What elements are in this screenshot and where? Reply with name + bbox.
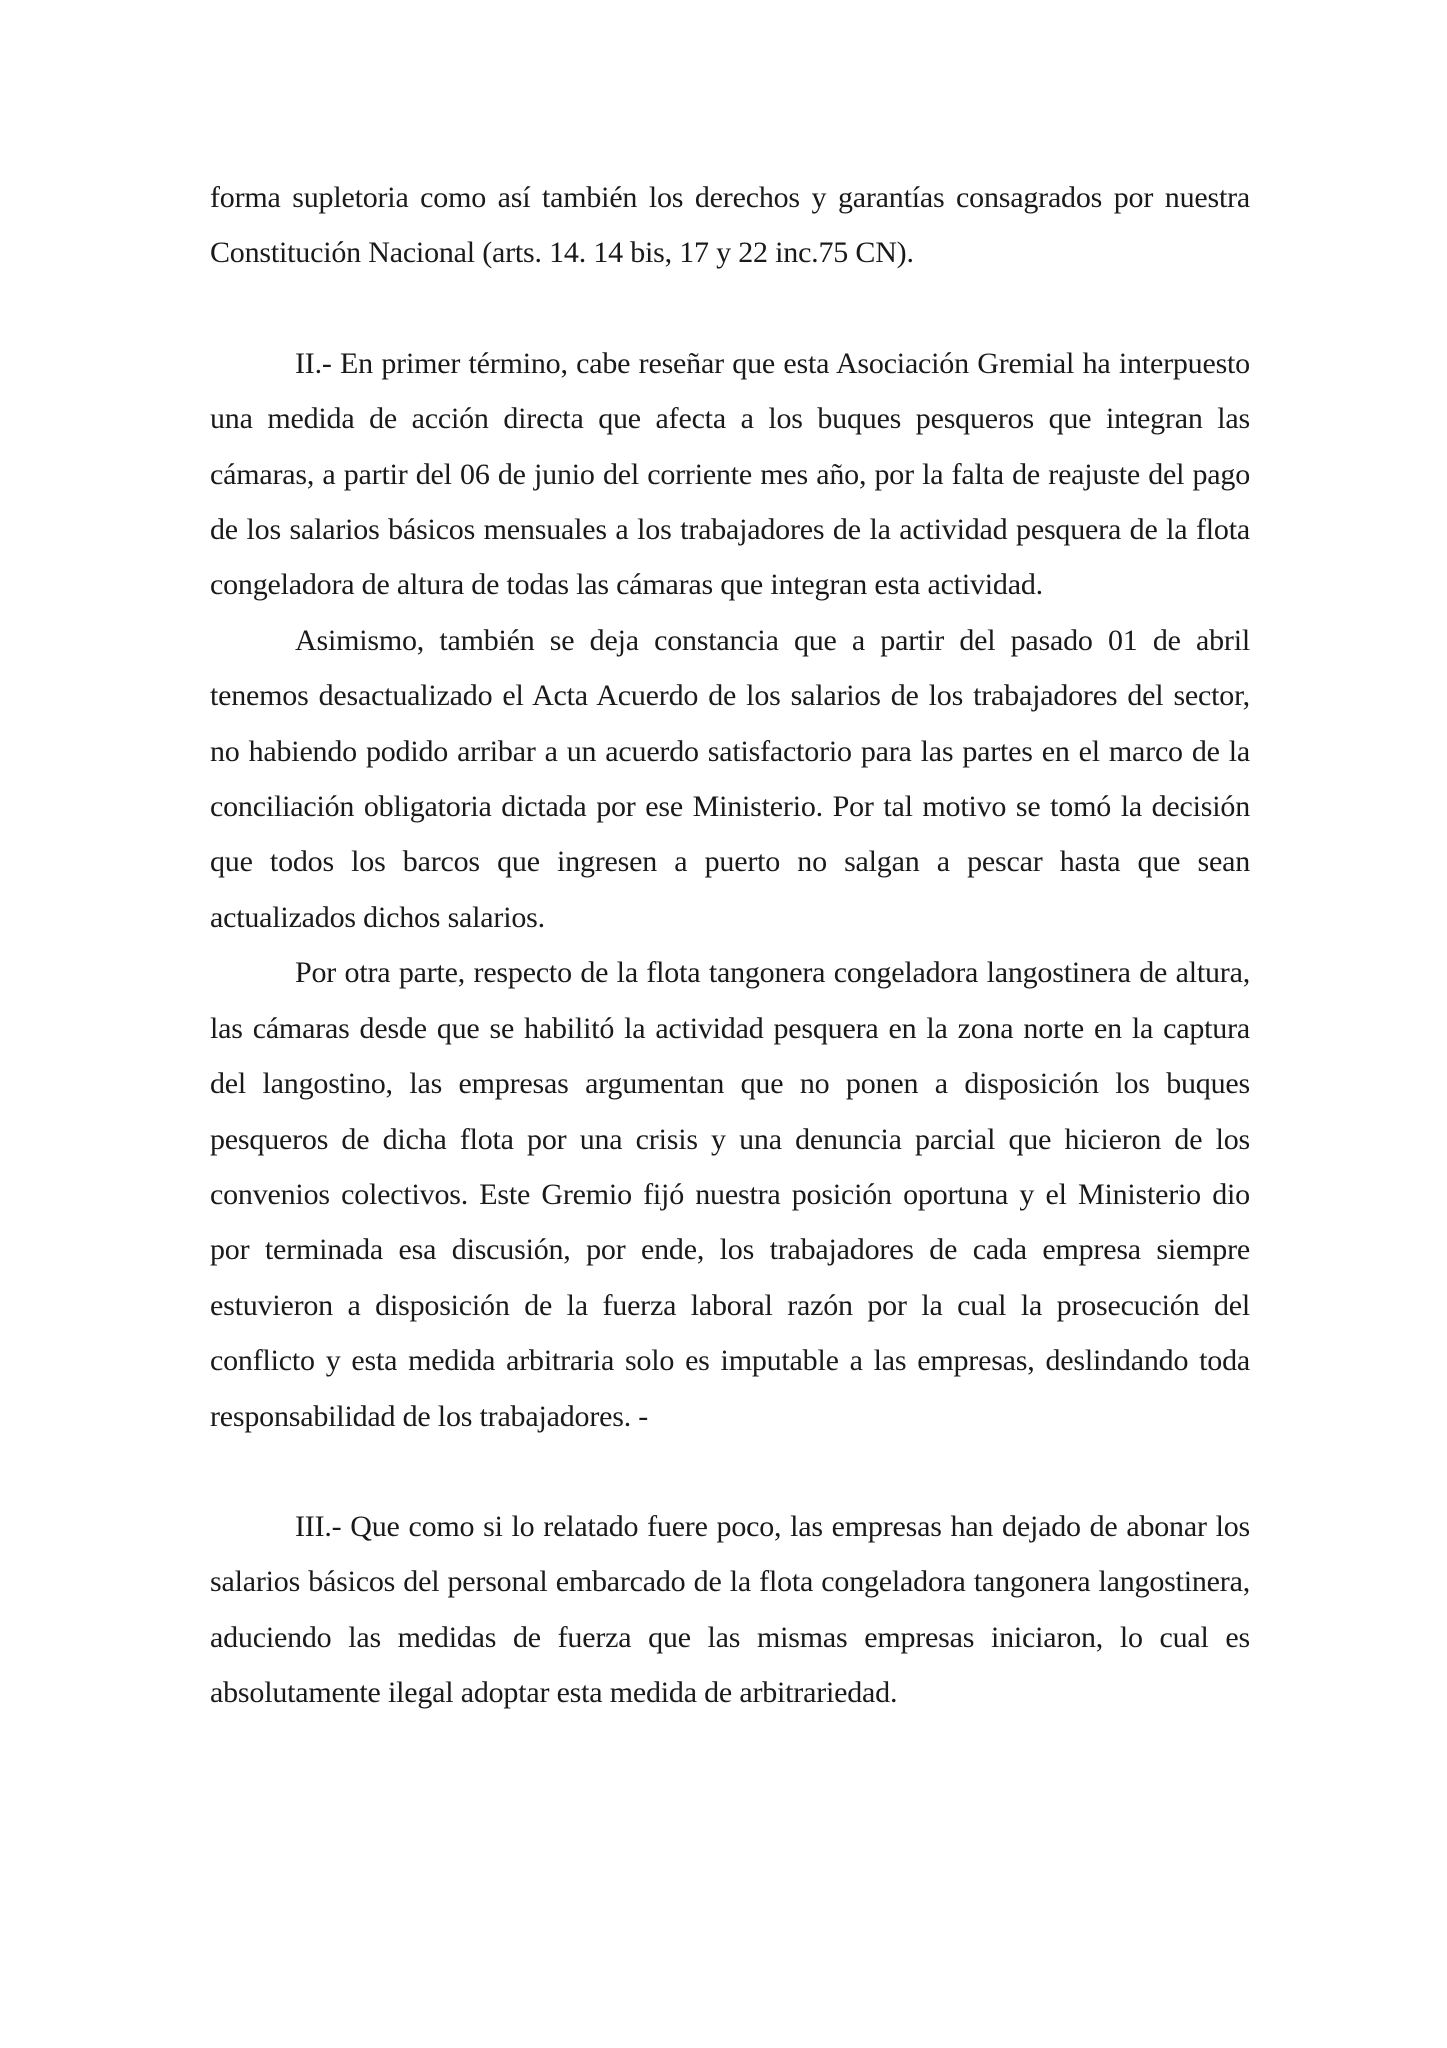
paragraph-continuation: forma supletoria como así también los derechos y garantías consagrados por nuestra Constitución Nacional (arts. 14. 14 bis, 17 y 22 inc.75 CN). <box>210 181 1250 270</box>
paragraph-section-ii-asimismo: Asimismo, también se deja constancia que a partir del pasado 01 de abril tenemos desactualizado el Acta Acuerdo de los salarios de los trabajadores del sector, no habiendo podido arribar a un acuerdo satisfactorio para las partes en el marco de la conciliación obligatoria dictada por ese Ministerio. Por tal motivo se tomó la decisión que todos los barcos que ingresen a puerto no salgan a pescar hasta que sean actualizados dichos salarios. <box>210 623 1250 934</box>
document-page <box>210 170 1250 1721</box>
paragraph-section-ii-otra-parte: Por otra parte, respecto de la flota tangonera congeladora langostinera de altura, las cámaras desde que se habilitó la actividad pesquera en la zona norte en la captura del langostino, las empresas argumentan que no ponen a disposición los buques pesqueros de dicha flota por una crisis y una denuncia parcial que hicieron de los convenios colectivos. Este Gremio fijó nuestra posición oportuna y el Ministerio dio por terminada esa discusión, por ende, los trabajadores de cada empresa siempre estuvieron a disposición de la fuerza laboral razón por la cual la prosecución del conflicto y esta medida arbitraria solo es imputable a las empresas, deslindando toda responsabilidad de los trabajadores. - <box>210 956 1250 1433</box>
paragraph-section-ii-intro: II.- En primer término, cabe reseñar que esta Asociación Gremial ha interpuesto una medida de acción directa que afecta a los buques pesqueros que integran las cámaras, a partir del 06 de junio del corriente mes año, por la falta de reajuste del pago de los salarios básicos mensuales a los trabajadores de la actividad pesquera de la flota congeladora de altura de todas las cámaras que integran esta actividad. <box>210 346 1250 602</box>
paragraph-section-iii: III.- Que como si lo relatado fuere poco, las empresas han dejado de abonar los salarios básicos del personal embarcado de la flota congeladora tangonera langostinera, aduciendo las medidas de fuerza que las mismas empresas iniciaron, lo cual es absolutamente ilegal adoptar esta medida de arbitrariedad. <box>210 1509 1250 1710</box>
